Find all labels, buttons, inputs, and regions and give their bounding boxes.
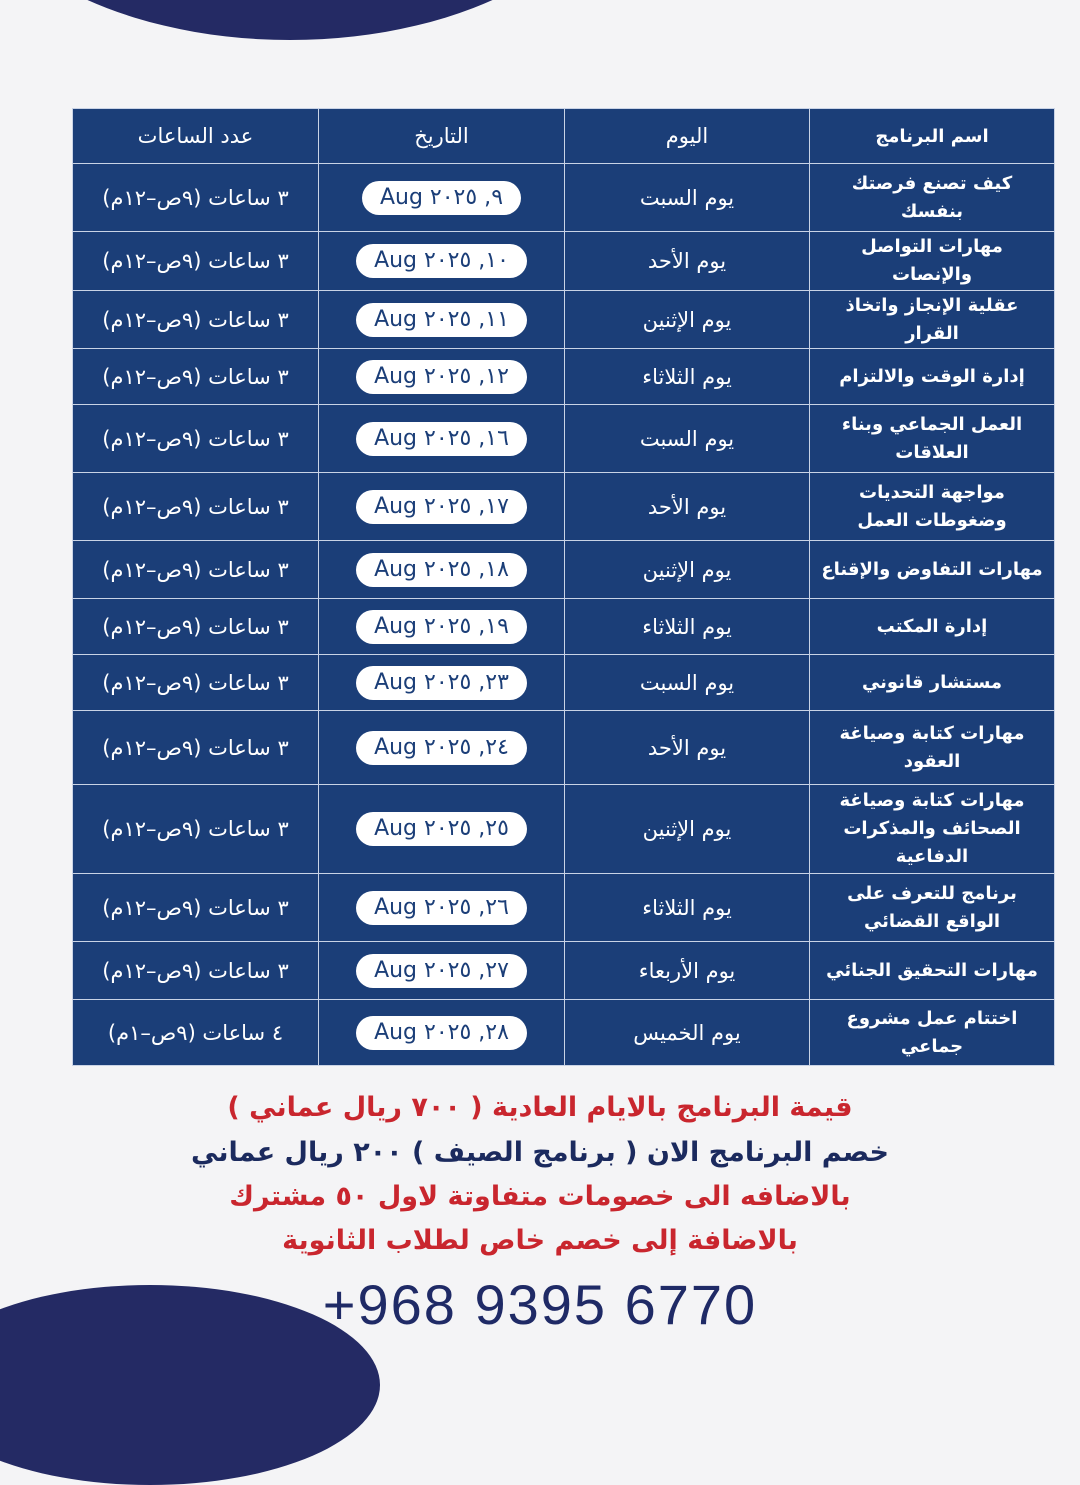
date-pill: Aug ٢٥, ٢٠٢٥	[356, 812, 527, 846]
day-cell: يوم الأحد	[565, 473, 810, 541]
table-row	[73, 711, 1055, 785]
date-pill: Aug ٢٨, ٢٠٢٥	[356, 1016, 527, 1050]
date-cell	[319, 349, 565, 405]
program-name-cell: مهارات التواصل والإنصات	[810, 232, 1055, 291]
program-schedule-table	[72, 108, 1055, 1066]
hours-cell: ٤ ساعات (٩ص–١م)	[73, 1000, 319, 1066]
day-cell: يوم الإثنين	[565, 291, 810, 349]
header-hours: عدد الساعات	[73, 109, 319, 164]
table-row	[73, 164, 1055, 232]
program-name-cell: مهارات التحقيق الجنائي	[810, 942, 1055, 1000]
hours-cell: ٣ ساعات (٩ص–١٢م)	[73, 473, 319, 541]
program-name-cell: إدارة الوقت والالتزام	[810, 349, 1055, 405]
header-date: التاريخ	[319, 109, 565, 164]
date-pill: Aug ١١, ٢٠٢٥	[356, 303, 527, 337]
day-cell: يوم الخميس	[565, 1000, 810, 1066]
promo-high-school-discount: بالاضافة إلى خصم خاص لطلاب الثانوية	[282, 1225, 798, 1256]
day-cell: يوم الإثنين	[565, 541, 810, 599]
hours-cell: ٣ ساعات (٩ص–١٢م)	[73, 599, 319, 655]
date-pill: Aug ١٨, ٢٠٢٥	[356, 553, 527, 587]
program-name-cell: إدارة المكتب	[810, 599, 1055, 655]
day-cell: يوم السبت	[565, 655, 810, 711]
program-name-cell: اختتام عمل مشروع جماعي	[810, 1000, 1055, 1066]
date-pill: Aug ٢٧, ٢٠٢٥	[356, 954, 527, 988]
program-name-cell: مهارات التفاوض والإقناع	[810, 541, 1055, 599]
contact-phone-number[interactable]: +968 9395 6770	[322, 1273, 758, 1336]
program-name-cell: مهارات كتابة وصياغة العقود	[810, 711, 1055, 785]
hours-cell: ٣ ساعات (٩ص–١٢م)	[73, 164, 319, 232]
date-cell	[319, 232, 565, 291]
day-cell: يوم الثلاثاء	[565, 599, 810, 655]
date-cell	[319, 785, 565, 874]
header-program-name: اسم البرنامج	[810, 109, 1055, 164]
date-pill: Aug ١٠, ٢٠٢٥	[356, 244, 527, 278]
program-name-cell: مهارات كتابة وصياغة الصحائف والمذكرات الدفاعية	[810, 785, 1055, 874]
date-cell	[319, 942, 565, 1000]
table-row	[73, 1000, 1055, 1066]
hours-cell: ٣ ساعات (٩ص–١٢م)	[73, 232, 319, 291]
date-pill: Aug ٢٤, ٢٠٢٥	[356, 731, 527, 765]
date-cell	[319, 473, 565, 541]
hours-cell: ٣ ساعات (٩ص–١٢م)	[73, 655, 319, 711]
hours-cell: ٣ ساعات (٩ص–١٢م)	[73, 711, 319, 785]
table-row	[73, 785, 1055, 874]
table-row	[73, 405, 1055, 473]
hours-cell: ٣ ساعات (٩ص–١٢م)	[73, 405, 319, 473]
table-row	[73, 349, 1055, 405]
table-row	[73, 473, 1055, 541]
date-cell	[319, 541, 565, 599]
date-cell	[319, 874, 565, 942]
date-cell	[319, 711, 565, 785]
day-cell: يوم الأربعاء	[565, 942, 810, 1000]
promo-regular-price: قيمة البرنامج بالايام العادية ( ٧٠٠ ريال عماني )	[227, 1092, 853, 1123]
program-name-cell: عقلية الإنجاز واتخاذ القرار	[810, 291, 1055, 349]
day-cell: يوم الأحد	[565, 711, 810, 785]
table-row	[73, 541, 1055, 599]
table-row	[73, 599, 1055, 655]
date-pill: Aug ٢٣, ٢٠٢٥	[356, 666, 527, 700]
table-row	[73, 942, 1055, 1000]
date-pill: Aug ٩, ٢٠٢٥	[362, 181, 521, 215]
hours-cell: ٣ ساعات (٩ص–١٢م)	[73, 291, 319, 349]
day-cell: يوم السبت	[565, 405, 810, 473]
program-name-cell: مستشار قانوني	[810, 655, 1055, 711]
promo-summer-discount: خصم البرنامج الان ( برنامج الصيف ) ٢٠٠ ريال عماني	[191, 1137, 889, 1168]
date-cell	[319, 164, 565, 232]
day-cell: يوم الأحد	[565, 232, 810, 291]
day-cell: يوم الإثنين	[565, 785, 810, 874]
date-cell	[319, 599, 565, 655]
date-cell	[319, 1000, 565, 1066]
date-cell	[319, 291, 565, 349]
date-pill: Aug ٢٦, ٢٠٢٥	[356, 891, 527, 925]
program-name-cell: مواجهة التحديات وضغوطات العمل	[810, 473, 1055, 541]
table-row	[73, 874, 1055, 942]
table-header-row	[73, 109, 1055, 164]
day-cell: يوم الثلاثاء	[565, 874, 810, 942]
date-cell	[319, 655, 565, 711]
hours-cell: ٣ ساعات (٩ص–١٢م)	[73, 541, 319, 599]
day-cell: يوم الثلاثاء	[565, 349, 810, 405]
promo-first-subscribers: بالاضافه الى خصومات متفاوتة لاول ٥٠ مشترك	[229, 1181, 851, 1212]
date-pill: Aug ١٧, ٢٠٢٥	[356, 490, 527, 524]
program-name-cell: برنامج للتعرف على الواقع القضائي	[810, 874, 1055, 942]
program-name-cell: كيف تصنع فرصتك بنفسك	[810, 164, 1055, 232]
day-cell: يوم السبت	[565, 164, 810, 232]
hours-cell: ٣ ساعات (٩ص–١٢م)	[73, 942, 319, 1000]
date-pill: Aug ١٩, ٢٠٢٥	[356, 610, 527, 644]
hours-cell: ٣ ساعات (٩ص–١٢م)	[73, 349, 319, 405]
table-row	[73, 232, 1055, 291]
hours-cell: ٣ ساعات (٩ص–١٢م)	[73, 785, 319, 874]
decorative-top-shape	[0, 0, 620, 40]
date-pill: Aug ١٢, ٢٠٢٥	[356, 360, 527, 394]
hours-cell: ٣ ساعات (٩ص–١٢م)	[73, 874, 319, 942]
header-day: اليوم	[565, 109, 810, 164]
program-name-cell: العمل الجماعي وبناء العلاقات	[810, 405, 1055, 473]
date-pill: Aug ١٦, ٢٠٢٥	[356, 422, 527, 456]
table-row	[73, 291, 1055, 349]
table-row	[73, 655, 1055, 711]
date-cell	[319, 405, 565, 473]
